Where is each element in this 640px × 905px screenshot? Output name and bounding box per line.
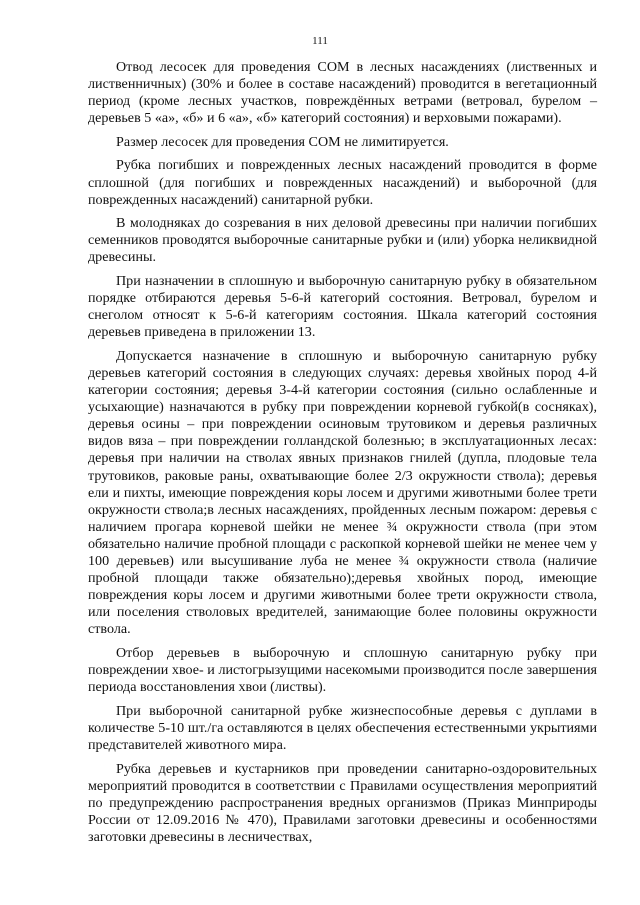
paragraph-selection-categories: При назначении в сплошную и выборочную санитарную рубку в обязательном порядке отбираются деревья 5-6-й категорий состояния. Ветровал, бурелом и снеголом относят к 5-6-й категориям состояния. Шкала категорий состояния деревьев приведена в приложении 13. bbox=[88, 273, 597, 341]
document-body bbox=[88, 59, 597, 846]
paragraph-regulations: Рубка деревьев и кустарников при проведении санитарно-оздоровительных мероприятий проводится в соответствии с Правилами осуществления мероприятий по предупреждению распространения вредных организмов (Приказ Минприроды России от 12.09.2016 № 470), Правилами заготовки древесины и особенностями заготовки древесины в лесничествах, bbox=[88, 760, 597, 845]
paragraph-felling-forms: Рубка погибших и поврежденных лесных насаждений проводится в форме сплошной (для погибших и поврежденных насаждений) и выборочной (для поврежденных насаждений) санитарной рубки. bbox=[88, 157, 597, 208]
paragraph-plot-size: Размер лесосек для проведения СОМ не лимитируется. bbox=[116, 133, 449, 150]
paragraph-allotment: Отвод лесосек для проведения СОМ в лесных насаждениях (лиственных и лиственничных) (30% и более в составе насаждений) проводится в вегетационный период (кроме лесных участков, повреждённых ветрами (ветровал, бурелом – деревьев 5 «а», «б» и 6 «а», «б» категорий состояния) и верховыми пожарами). bbox=[88, 59, 597, 127]
paragraph-hollow-trees: При выборочной санитарной рубке жизнеспособные деревья с дуплами в количестве 5-10 шт./га оставляются в целях обеспечения естественными укрытиями представителей животного мира. bbox=[88, 702, 597, 753]
page-number: 111 bbox=[312, 35, 328, 47]
paragraph-allowed-cases: Допускается назначение в сплошную и выборочную санитарную рубку деревьев категорий состояния в следующих случаях: деревья хвойных пород 4-й категории состояния; деревья 3-4-й категории состояния (сильно ослабленные и усыхающие) назначаются в рубку при повреждении корневой губкой(в сосняках), деревья осины – при повреждении осиновым трутовиком и деревья различных видов вяза – при повреждении голландской болезнью; в эксплуатационных лесах: деревья при наличии на стволах явных признаков гнилей (дупла, плодовые тела трутовиков, раковые раны, охватывающие более 2/3 окружности ствола); деревья ели и пихты, имеющие повреждения коры лосем и другими животными более трети окружности ствола;в лесных насаждениях, пройденных лесным пожаром: деревья с наличием прогара корневой шейки не менее ¾ окружности ствола (при этом обязательно наличие пробной площади с раскопкой корневой шейки не менее чем у 100 деревьев) или высушивание луба не менее ¾ окружности ствола (наличие пробной площади также обязательно);деревья хвойных пород, имеющие повреждения коры лосем и другими животными более трети окружности ствола, или поселения стволовых вредителей, занимающие более половины окружности ствола. bbox=[88, 347, 597, 638]
paragraph-insect-damage: Отбор деревьев в выборочную и сплошную санитарную рубку при повреждении хвое- и листогрызущими насекомыми производится после завершения периода восстановления хвои (листвы). bbox=[88, 645, 597, 696]
paragraph-young-stands: В молодняках до созревания в них деловой древесины при наличии погибших семенников проводятся выборочные санитарные рубки и (или) уборка неликвидной древесины. bbox=[88, 215, 597, 266]
